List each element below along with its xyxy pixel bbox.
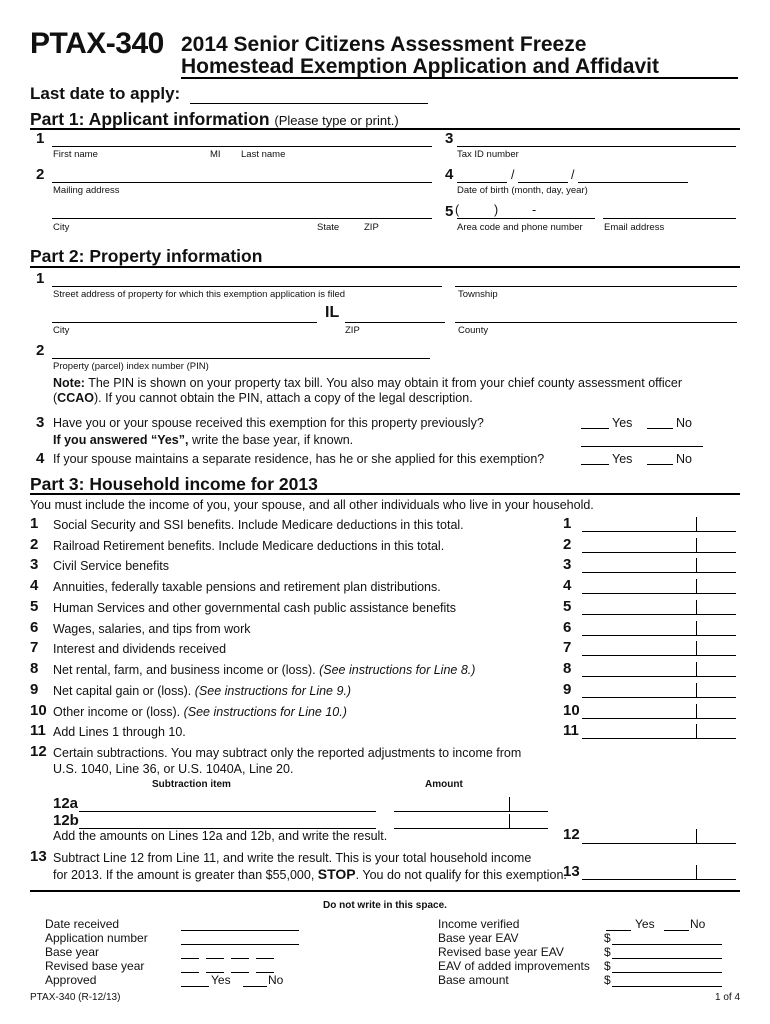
- income-cents-divider: [696, 683, 697, 698]
- property-city-field[interactable]: [52, 307, 317, 323]
- line-12b-cents-divider: [509, 814, 510, 829]
- income-line-number: 4: [30, 577, 39, 594]
- revised-base-year-digit-field[interactable]: [181, 959, 199, 973]
- income-cents-divider: [696, 641, 697, 656]
- property-zip-label: ZIP: [345, 325, 360, 336]
- part3-rule: [30, 493, 740, 495]
- office-left-label: Application number: [45, 931, 148, 945]
- income-line-text: [53, 725, 186, 739]
- income-line-number: 6: [30, 619, 39, 636]
- income-amount-field[interactable]: [582, 557, 736, 573]
- verified-yes-label: Yes: [635, 917, 655, 931]
- p1-line-2-number: 2: [36, 166, 45, 183]
- income-cents-divider: [696, 724, 697, 739]
- line-12-text-1: Certain subtractions. You may subtract only the reported adjustments to income from: [53, 746, 522, 760]
- office-right-label: Base amount: [438, 973, 509, 987]
- office-amount-field[interactable]: [612, 945, 722, 959]
- footer-code: PTAX-340 (R-12/13): [30, 992, 121, 1003]
- approved-no-label: No: [268, 973, 284, 987]
- line-12-right-number: 12: [563, 826, 580, 843]
- base-year-digit-field[interactable]: [206, 945, 224, 959]
- line-12-total-field[interactable]: [582, 828, 736, 844]
- income-line-label: Net capital gain or (loss).: [53, 684, 192, 698]
- line-13-cents-divider: [696, 865, 697, 880]
- income-line-instruction: (See instructions for Line 10.): [183, 705, 347, 719]
- income-amount-field[interactable]: [582, 620, 736, 636]
- township-field[interactable]: [455, 271, 737, 287]
- title-rule: [181, 77, 738, 79]
- part2-title: Part 2: Property information: [30, 246, 263, 266]
- state-label: State: [317, 222, 340, 233]
- q4-yes-label: Yes: [612, 452, 633, 466]
- office-right-label: Revised base year EAV: [438, 945, 564, 959]
- income-amount-field[interactable]: [582, 703, 736, 719]
- phone-field[interactable]: [457, 203, 595, 219]
- office-rule: [30, 890, 740, 892]
- line-12b-label: 12b: [53, 812, 79, 829]
- form-title-line1: 2014 Senior Citizens Assessment Freeze: [181, 33, 587, 56]
- mailing-address-field[interactable]: [52, 167, 432, 183]
- office-left-label: Date received: [45, 917, 120, 931]
- line-13-total-field[interactable]: [582, 864, 736, 880]
- income-amount-field[interactable]: [582, 537, 736, 553]
- office-right-label: Income verified: [438, 917, 520, 931]
- office-amount-field[interactable]: [612, 973, 722, 987]
- office-amount-field[interactable]: [612, 959, 722, 973]
- income-line-label: Annuities, federally taxable pensions and retirement plan distributions.: [53, 580, 441, 594]
- line-13-stop: STOP: [317, 866, 356, 882]
- line-12b-item-field[interactable]: [79, 813, 376, 829]
- income-line-label: Net rental, farm, and business income or (loss).: [53, 663, 316, 677]
- income-line-label: Human Services and other governmental cash public assistance benefits: [53, 601, 456, 615]
- revised-base-year-digit-field[interactable]: [231, 959, 249, 973]
- approved-no-blank[interactable]: [243, 986, 267, 987]
- mailing-address-label: Mailing address: [53, 185, 120, 196]
- income-line-text: [53, 559, 169, 573]
- income-line-right-number: 8: [563, 660, 572, 677]
- income-line-text: [53, 601, 456, 615]
- q4-no-blank[interactable]: [647, 464, 673, 465]
- note-text-2b: ). If you cannot obtain the PIN, attach a copy of the legal description.: [93, 391, 473, 405]
- income-cents-divider: [696, 600, 697, 615]
- office-left-label: Approved: [45, 973, 97, 987]
- line-12a-cents-divider: [509, 797, 510, 812]
- form-title-line2: Homestead Exemption Application and Affidavit: [181, 55, 659, 78]
- part1-rule: [30, 128, 740, 130]
- dob-month-field[interactable]: [457, 167, 507, 183]
- approved-yes-blank[interactable]: [181, 986, 209, 987]
- income-amount-field[interactable]: [582, 516, 736, 532]
- q3-yes-blank[interactable]: [581, 428, 609, 429]
- dob-day-field[interactable]: [518, 167, 568, 183]
- phone-label: Area code and phone number: [457, 222, 583, 233]
- line-12a-amount-field[interactable]: [394, 796, 548, 812]
- phone-dash: -: [532, 203, 537, 217]
- income-line-right-number: 1: [563, 515, 572, 532]
- part3-intro: You must include the income of you, your spouse, and all other individuals who live in your household.: [30, 498, 594, 512]
- income-line-label: Add Lines 1 through 10.: [53, 725, 186, 739]
- q4-yes-blank[interactable]: [581, 464, 609, 465]
- income-line-right-number: 9: [563, 681, 572, 698]
- income-amount-field[interactable]: [582, 640, 736, 656]
- mailing-city-state-zip-field[interactable]: [52, 203, 432, 219]
- q3-no-blank[interactable]: [647, 428, 673, 429]
- last-date-label: Last date to apply:: [30, 84, 181, 103]
- income-line-instruction: (See instructions for Line 8.): [319, 663, 476, 677]
- date-received-field[interactable]: [181, 917, 299, 931]
- part2-rule: [30, 266, 740, 268]
- dollar-sign: $: [604, 931, 611, 945]
- line-12-text-2: U.S. 1040, Line 36, or U.S. 1040A, Line 20.: [53, 762, 294, 776]
- tax-id-label: Tax ID number: [457, 149, 519, 160]
- tax-id-field[interactable]: [457, 131, 736, 147]
- income-line-label: Wages, salaries, and tips from work: [53, 622, 251, 636]
- dob-slash-2: /: [571, 168, 575, 182]
- income-line-number: 8: [30, 660, 39, 677]
- income-line-label: Interest and dividends received: [53, 642, 227, 656]
- office-title: Do not write in this space.: [323, 900, 447, 911]
- income-line-text: [53, 705, 347, 719]
- line-12b-amount-field[interactable]: [394, 813, 548, 829]
- part1-title: [30, 109, 399, 130]
- township-label: Township: [458, 289, 498, 300]
- approved-yes-label: Yes: [211, 973, 231, 987]
- line-13-text-2a: for 2013. If the amount is greater than $55,000,: [53, 868, 315, 882]
- dollar-sign: $: [604, 973, 611, 987]
- line-13-right-number: 13: [563, 863, 580, 880]
- property-zip-field[interactable]: [345, 307, 445, 323]
- line-13-text-1: Subtract Line 12 from Line 11, and write the result. This is your total household income: [53, 851, 532, 865]
- income-line-label: Other income or (loss).: [53, 705, 181, 719]
- q4-no-label: No: [676, 452, 692, 466]
- county-label: County: [458, 325, 489, 336]
- p2-line-4-number: 4: [36, 450, 45, 467]
- income-cents-divider: [696, 517, 697, 532]
- income-line-number: 11: [30, 722, 46, 739]
- income-line-text: [53, 684, 351, 698]
- income-cents-divider: [696, 704, 697, 719]
- office-right-label: EAV of added improvements: [438, 959, 590, 973]
- form-code: PTAX-340: [30, 27, 164, 60]
- income-line-text: [53, 642, 226, 656]
- line-12-cents-divider: [696, 829, 697, 844]
- q3-no-label: No: [676, 416, 692, 430]
- income-amount-field[interactable]: [582, 599, 736, 615]
- note-line-2: [53, 391, 473, 405]
- income-line-right-number: 3: [563, 556, 572, 573]
- income-line-number: 7: [30, 639, 39, 656]
- property-city-label: City: [53, 325, 70, 336]
- income-line-label: Railroad Retirement benefits. Include Medicare deductions in this total.: [53, 539, 445, 553]
- note-label: Note:: [53, 376, 85, 390]
- first-name-field[interactable]: [52, 131, 432, 147]
- income-line-text: [53, 539, 444, 553]
- income-line-instruction: (See instructions for Line 9.): [194, 684, 352, 698]
- part1-subtitle: (Please type or print.): [274, 113, 399, 128]
- income-line-right-number: 7: [563, 639, 572, 656]
- income-line-right-number: 4: [563, 577, 572, 594]
- pin-label: Property (parcel) index number (PIN): [53, 361, 209, 372]
- line-12-number: 12: [30, 743, 47, 760]
- p2-line-3-number: 3: [36, 414, 45, 431]
- income-line-right-number: 6: [563, 619, 572, 636]
- line-12a-item-field[interactable]: [79, 796, 376, 812]
- q4-text: If your spouse maintains a separate residence, has he or she applied for this exemption?: [53, 452, 545, 466]
- income-cents-divider: [696, 579, 697, 594]
- amount-header: Amount: [425, 779, 463, 790]
- revised-base-year-digit-field[interactable]: [256, 959, 274, 973]
- p1-line-4-number: 4: [445, 166, 454, 183]
- income-amount-field[interactable]: [582, 661, 736, 677]
- line-12-add-text: Add the amounts on Lines 12a and 12b, and write the result.: [53, 829, 388, 843]
- note-line-1: [53, 376, 682, 390]
- office-right-label: Base year EAV: [438, 931, 519, 945]
- income-line-text: [53, 518, 464, 532]
- q3-text: Have you or your spouse received this exemption for this property previously?: [53, 416, 484, 430]
- office-left-label: Base year: [45, 945, 100, 959]
- p2-line-1-number: 1: [36, 270, 45, 287]
- income-line-label: Social Security and SSI benefits. Include Medicare deductions in this total.: [53, 518, 464, 532]
- county-field[interactable]: [455, 307, 737, 323]
- revised-base-year-digit-field[interactable]: [206, 959, 224, 973]
- office-left-label: Revised base year: [45, 959, 145, 973]
- base-year-digit-field[interactable]: [256, 945, 274, 959]
- office-amount-field[interactable]: [612, 931, 722, 945]
- part1-heading: Part 1: Applicant information: [30, 109, 270, 129]
- base-year-digit-field[interactable]: [231, 945, 249, 959]
- first-name-label: First name: [53, 149, 98, 160]
- income-line-text: [53, 663, 475, 677]
- last-date-field[interactable]: [190, 88, 428, 104]
- base-year-field[interactable]: [581, 431, 703, 447]
- footer-page: 1 of 4: [715, 992, 741, 1003]
- income-amount-field[interactable]: [582, 682, 736, 698]
- p1-line-3-number: 3: [445, 130, 454, 147]
- subtraction-item-header: Subtraction item: [152, 779, 231, 790]
- dob-label: Date of birth (month, day, year): [457, 185, 588, 196]
- base-year-digit-field[interactable]: [181, 945, 199, 959]
- income-line-text: [53, 580, 441, 594]
- q3-followup-text: write the base year, if known.: [191, 433, 354, 447]
- q3-followup: [53, 433, 353, 447]
- income-line-number: 5: [30, 598, 39, 615]
- mi-label: MI: [210, 149, 221, 160]
- line-13-number: 13: [30, 848, 47, 865]
- income-line-number: 2: [30, 536, 39, 553]
- city-label: City: [53, 222, 70, 233]
- income-line-text: [53, 622, 251, 636]
- p1-line-5-number: 5: [445, 203, 454, 220]
- p2-line-2-number: 2: [36, 342, 45, 359]
- income-line-number: 9: [30, 681, 39, 698]
- income-line-right-number: 5: [563, 598, 572, 615]
- income-line-number: 10: [30, 702, 47, 719]
- email-field[interactable]: [603, 203, 736, 219]
- part3-title: Part 3: Household income for 2013: [30, 474, 318, 494]
- income-cents-divider: [696, 538, 697, 553]
- dollar-sign: $: [604, 959, 611, 973]
- q3-followup-bold: If you answered “Yes”,: [53, 433, 189, 447]
- income-line-right-number: 10: [563, 702, 580, 719]
- line-13-text-2: [53, 866, 567, 882]
- line-13-text-2b: . You do not qualify for this exemption.: [355, 868, 567, 882]
- last-name-label: Last name: [241, 149, 286, 160]
- note-text-2a: (: [53, 391, 58, 405]
- dob-slash-1: /: [511, 168, 515, 182]
- income-line-right-number: 11: [563, 722, 579, 739]
- dollar-sign: $: [604, 945, 611, 959]
- income-amount-field[interactable]: [582, 578, 736, 594]
- income-amount-field[interactable]: [582, 723, 736, 739]
- phone-open-paren: (: [455, 203, 460, 217]
- dob-year-field[interactable]: [578, 167, 688, 183]
- note-ccao: CCAO: [57, 391, 94, 405]
- income-line-number: 3: [30, 556, 39, 573]
- income-cents-divider: [696, 558, 697, 573]
- property-street-field[interactable]: [52, 271, 442, 287]
- email-label: Email address: [604, 222, 665, 233]
- income-line-number: 1: [30, 515, 39, 532]
- note-text-1: The PIN is shown on your property tax bill. You also may obtain it from your chief county assessment officer: [88, 376, 683, 390]
- street-label: Street address of property for which this exemption application is filed: [53, 289, 346, 300]
- p1-line-1-number: 1: [36, 130, 45, 147]
- state-il: IL: [325, 304, 340, 321]
- phone-close-paren: ): [494, 203, 499, 217]
- pin-field[interactable]: [52, 343, 430, 359]
- verified-no-label: No: [690, 917, 706, 931]
- income-line-label: Civil Service benefits: [53, 559, 170, 573]
- income-cents-divider: [696, 662, 697, 677]
- q3-yes-label: Yes: [612, 416, 633, 430]
- income-line-right-number: 2: [563, 536, 572, 553]
- application-number-field[interactable]: [181, 931, 299, 945]
- income-cents-divider: [696, 621, 697, 636]
- line-12a-label: 12a: [53, 795, 79, 812]
- zip-label: ZIP: [364, 222, 379, 233]
